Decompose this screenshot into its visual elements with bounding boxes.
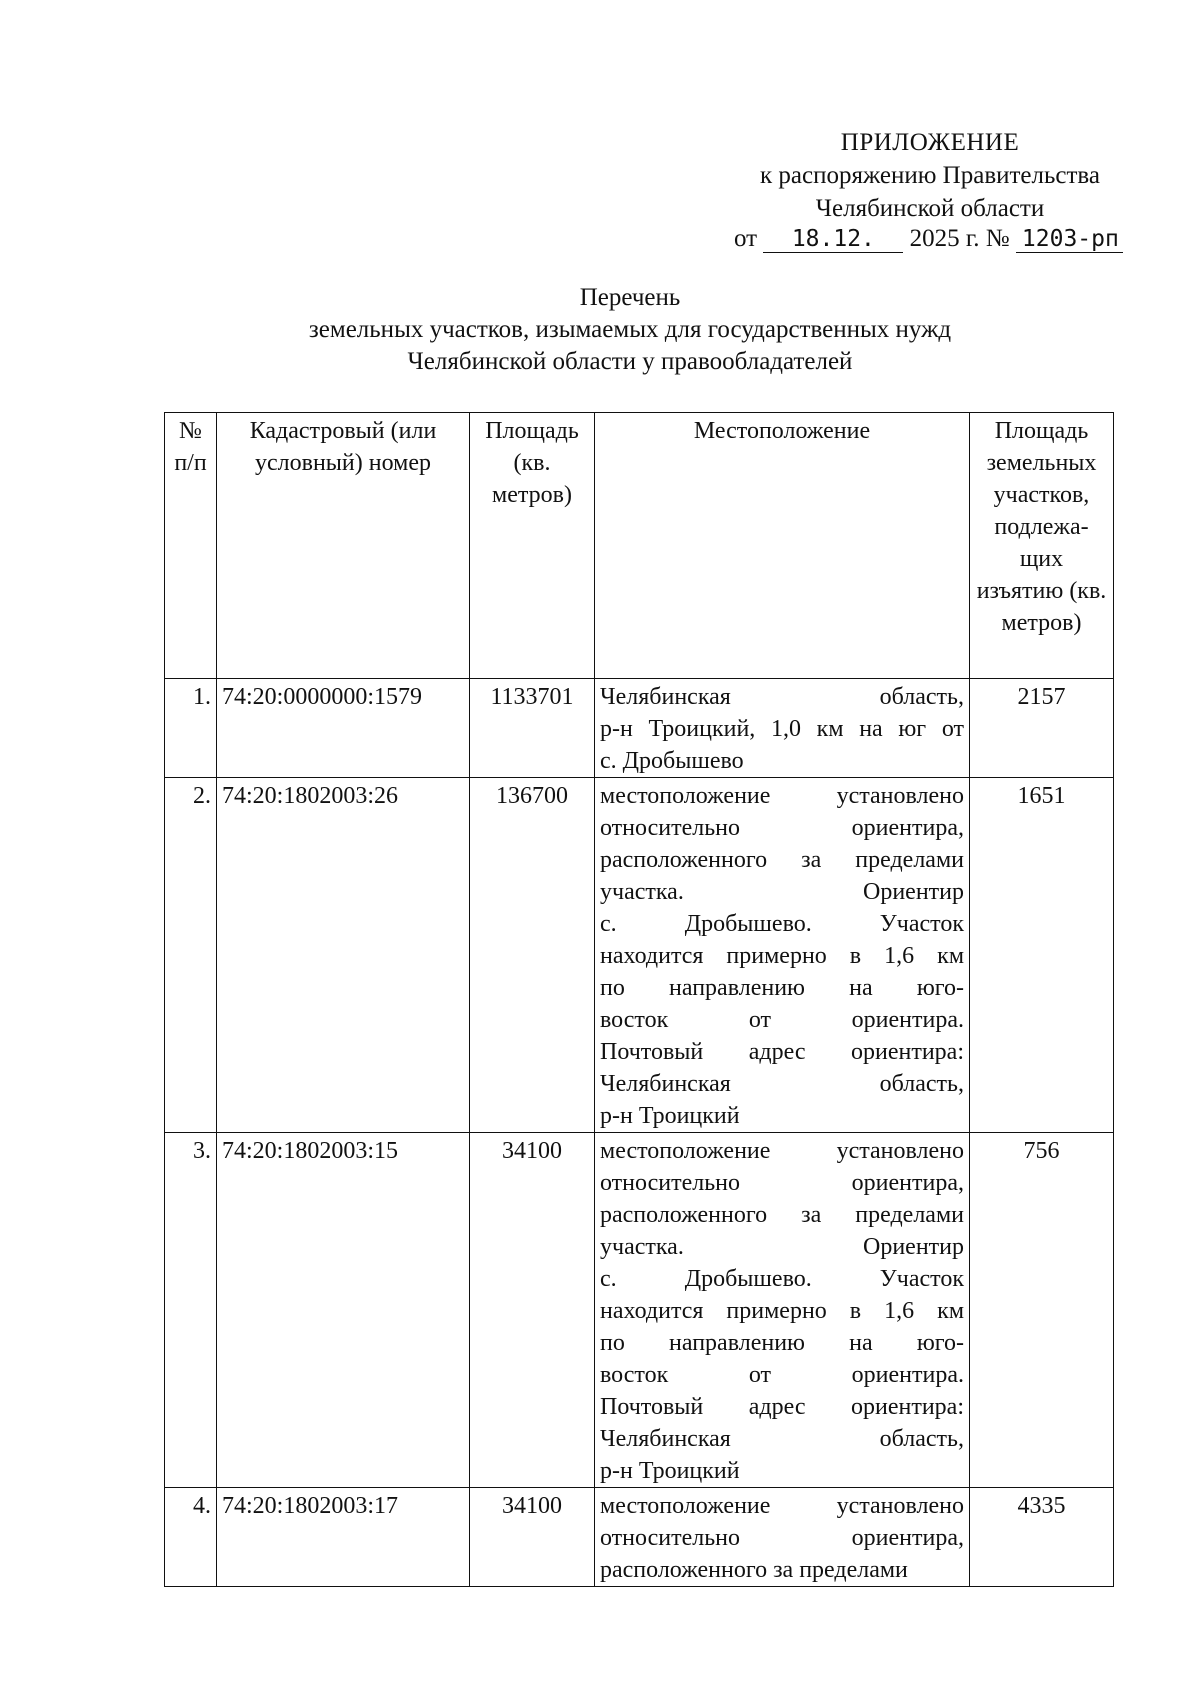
location-line: р-н Троицкий, 1,0 км на юг от — [600, 716, 964, 742]
row-area: 34100 — [470, 1133, 595, 1488]
decree-number: 1203-рп — [1016, 226, 1123, 253]
row-cadastral: 74:20:1802003:26 — [217, 778, 470, 1133]
location-line: местоположение установлено — [600, 783, 964, 809]
header-seized-area: Площадь земельных участков, подлежа-щих изъятию (кв. метров) — [970, 413, 1114, 679]
appendix-line-1: к распоряжению Правительства — [759, 162, 1100, 189]
location-line: участка. Ориентир — [600, 879, 964, 905]
row-cadastral: 74:20:1802003:17 — [217, 1488, 470, 1587]
location-line: участка. Ориентир — [600, 1234, 964, 1260]
row-num: 2. — [165, 778, 217, 1133]
row-num: 1. — [165, 679, 217, 778]
row-num: 3. — [165, 1133, 217, 1488]
location-line: по направлению на юго- — [600, 975, 964, 1001]
decree-date: 18.12. — [763, 226, 903, 253]
table-row — [165, 679, 1114, 778]
location-line: находится примерно в 1,6 км — [600, 943, 964, 969]
table-row — [165, 1133, 1114, 1488]
location-line: относительно ориентира, — [600, 1525, 964, 1551]
row-cadastral: 74:20:0000000:1579 — [217, 679, 470, 778]
appendix-line-2: Челябинской области — [815, 195, 1045, 222]
location-line: с. Дробышево — [600, 748, 744, 774]
location-line: р-н Троицкий — [600, 1458, 740, 1484]
location-line: относительно ориентира, — [600, 1170, 964, 1196]
table-row — [165, 1488, 1114, 1587]
table-header-row — [165, 413, 1114, 679]
location-line: Челябинская область, — [600, 1071, 964, 1097]
row-location — [595, 1133, 970, 1488]
location-line: Почтовый адрес ориентира: — [600, 1394, 964, 1420]
header-area: Площадь (кв. метров) — [470, 413, 595, 679]
appendix-header — [720, 126, 1140, 225]
decree-year: 2025 г. № — [909, 225, 1010, 252]
row-num: 4. — [165, 1488, 217, 1587]
row-location — [595, 679, 970, 778]
location-line: местоположение установлено — [600, 1493, 964, 1519]
location-line: находится примерно в 1,6 км — [600, 1298, 964, 1324]
header-location: Местоположение — [595, 413, 970, 679]
table-body — [165, 679, 1114, 1587]
decree-date-line — [734, 222, 1123, 255]
location-line: расположенного за пределами — [600, 1202, 964, 1228]
row-seized-area: 2157 — [970, 679, 1114, 778]
location-line: расположенного за пределами — [600, 1557, 908, 1583]
row-location — [595, 778, 970, 1133]
location-line: восток от ориентира. — [600, 1007, 964, 1033]
location-line: Челябинская область, — [600, 684, 964, 710]
appendix-title: ПРИЛОЖЕНИЕ — [840, 129, 1020, 156]
location-line: р-н Троицкий — [600, 1103, 740, 1129]
list-title-line-1: Перечень — [579, 284, 681, 311]
list-title — [160, 282, 1100, 378]
location-line: относительно ориентира, — [600, 815, 964, 841]
row-location — [595, 1488, 970, 1587]
location-line: с. Дробышево. Участок — [600, 1266, 964, 1292]
location-line: восток от ориентира. — [600, 1362, 964, 1388]
row-seized-area: 1651 — [970, 778, 1114, 1133]
location-line: Челябинская область, — [600, 1426, 964, 1452]
parcels-table — [164, 412, 1114, 1587]
header-num: № п/п — [165, 413, 217, 679]
row-area: 34100 — [470, 1488, 595, 1587]
date-prefix: от — [734, 225, 758, 252]
row-cadastral: 74:20:1802003:15 — [217, 1133, 470, 1488]
table-row — [165, 778, 1114, 1133]
location-line: местоположение установлено — [600, 1138, 964, 1164]
list-title-line-3: Челябинской области у правообладателей — [407, 348, 853, 375]
row-seized-area: 756 — [970, 1133, 1114, 1488]
row-area: 136700 — [470, 778, 595, 1133]
row-seized-area: 4335 — [970, 1488, 1114, 1587]
location-line: Почтовый адрес ориентира: — [600, 1039, 964, 1065]
row-area: 1133701 — [470, 679, 595, 778]
location-line: по направлению на юго- — [600, 1330, 964, 1356]
location-line: расположенного за пределами — [600, 847, 964, 873]
header-cadastral: Кадастровый (или условный) номер — [217, 413, 470, 679]
location-line: с. Дробышево. Участок — [600, 911, 964, 937]
list-title-line-2: земельных участков, изымаемых для государственных нужд — [308, 316, 952, 343]
